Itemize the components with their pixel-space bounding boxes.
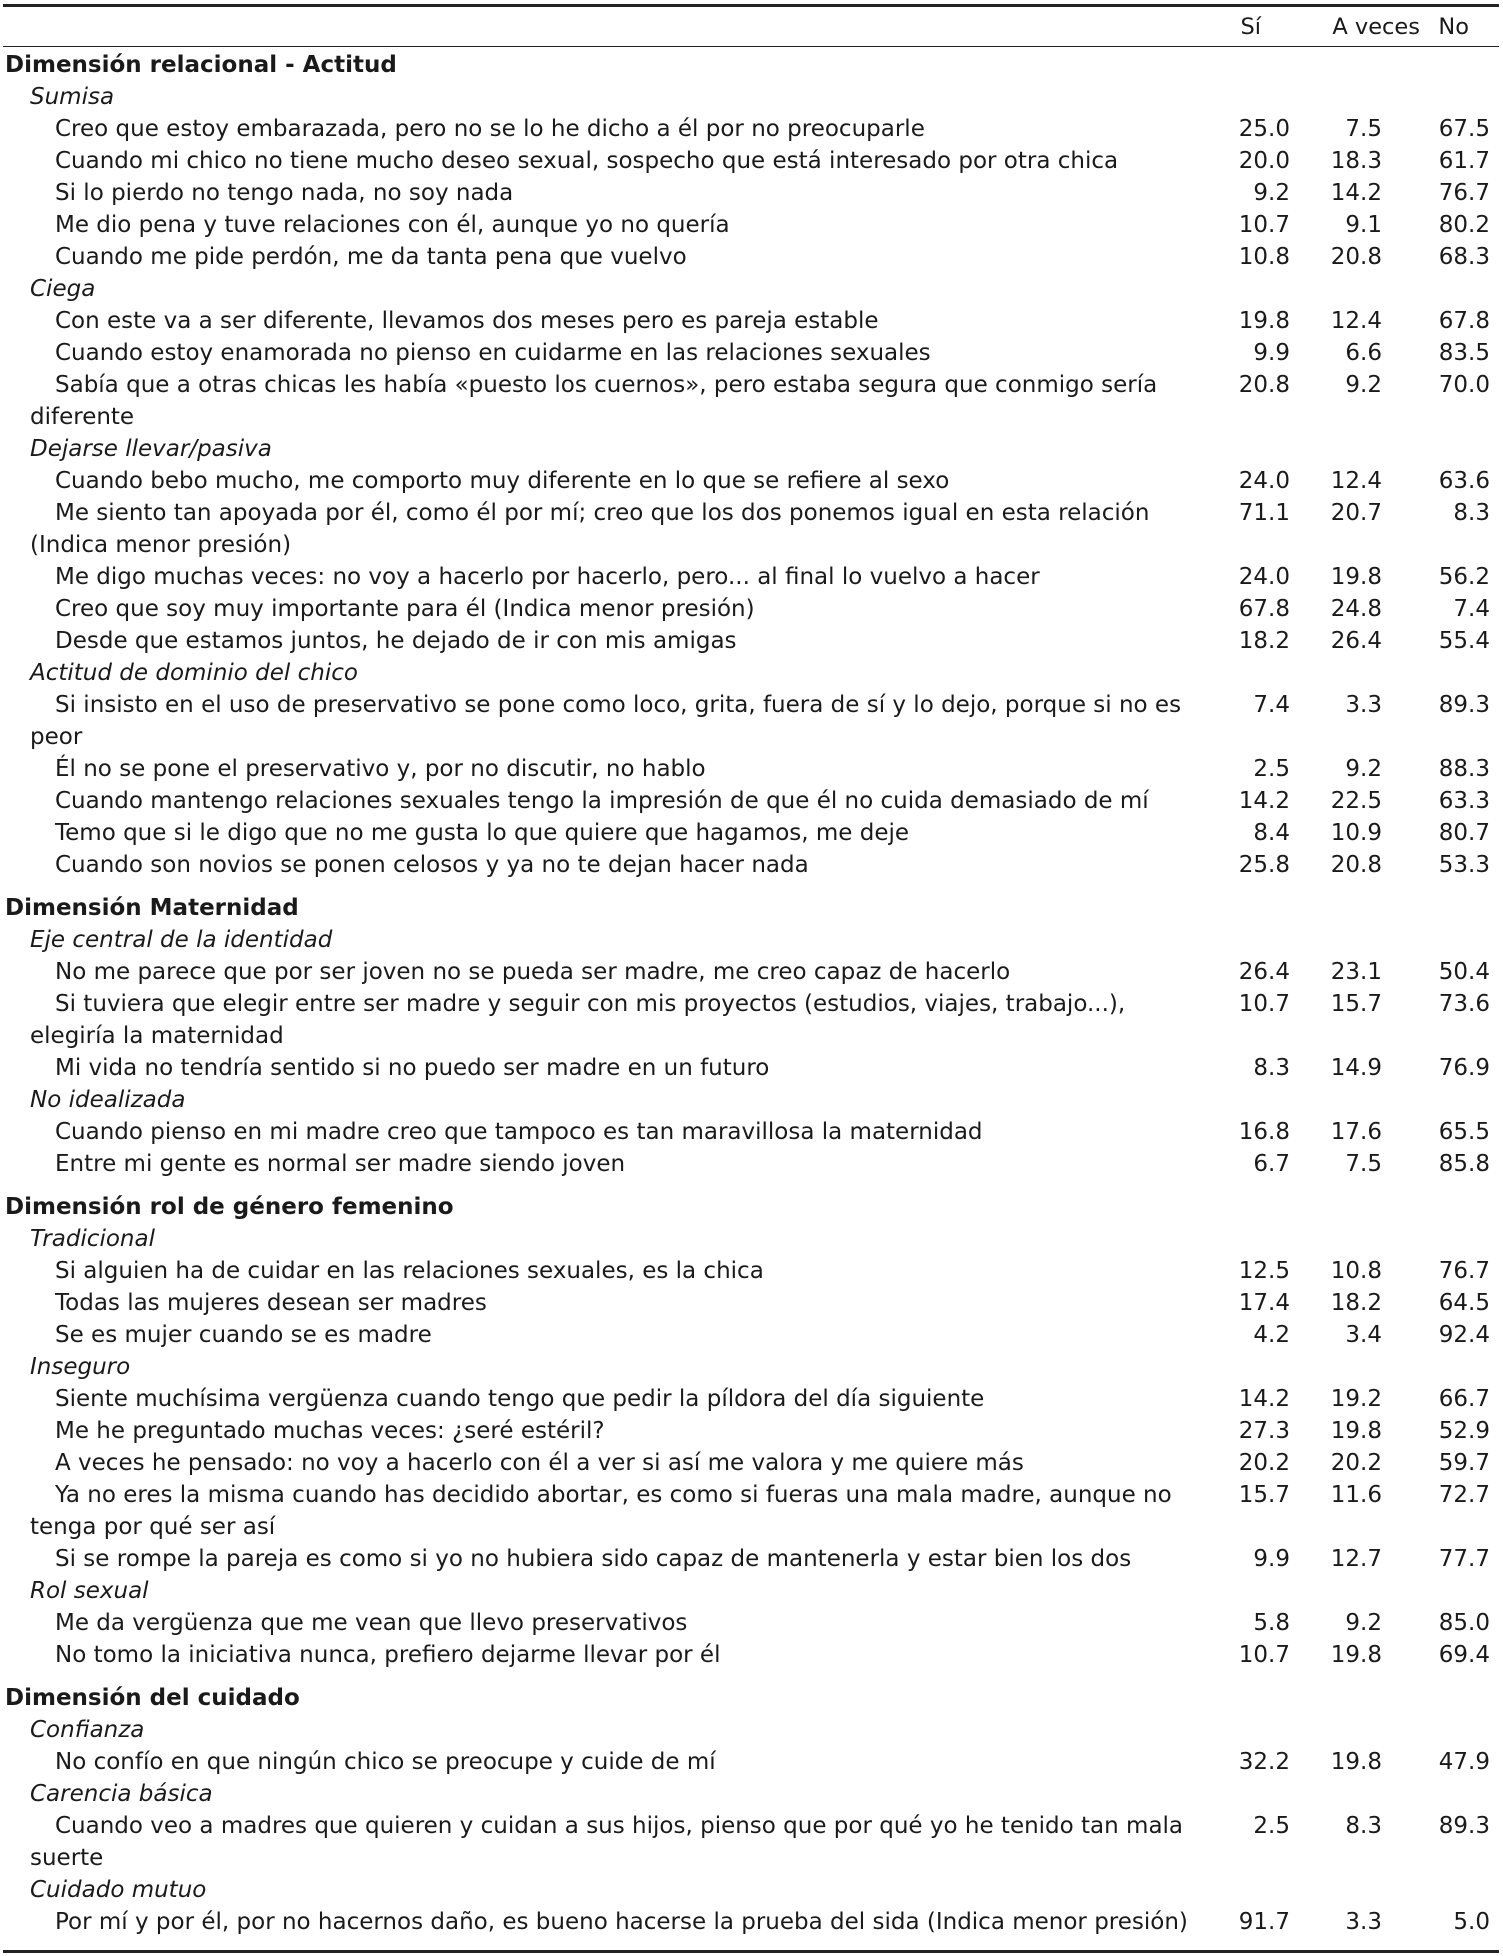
value-si: 2.5 (1253, 756, 1290, 782)
table-row (0, 988, 1503, 1052)
value-a-veces: 20.7 (1330, 500, 1382, 526)
value-si: 20.8 (1238, 372, 1290, 398)
value-no: 65.5 (1438, 1119, 1490, 1145)
value-si: 24.0 (1238, 564, 1290, 590)
item-text: Mi vida no tendría sentido si no puedo ser madre en un futuro (55, 1055, 770, 1081)
value-no: 73.6 (1438, 991, 1490, 1017)
value-si: 15.7 (1238, 1482, 1290, 1508)
table-row (0, 1255, 1503, 1287)
column-header-si: Sí (1240, 14, 1261, 40)
value-a-veces: 14.9 (1330, 1055, 1382, 1081)
value-a-veces: 19.2 (1330, 1386, 1382, 1412)
value-si: 25.8 (1238, 852, 1290, 878)
subsection-heading: Sumisa (30, 84, 115, 110)
item-text: Todas las mujeres desean ser madres (55, 1290, 487, 1316)
item-text: Entre mi gente es normal ser madre siendo joven (55, 1151, 626, 1177)
value-no: 83.5 (1438, 340, 1490, 366)
table-row (0, 689, 1503, 753)
value-no: 50.4 (1438, 959, 1490, 985)
value-si: 32.2 (1238, 1749, 1290, 1775)
value-si: 27.3 (1238, 1418, 1290, 1444)
item-text: Si lo pierdo no tengo nada, no soy nada (55, 180, 514, 206)
value-si: 67.8 (1238, 596, 1290, 622)
item-text: Si se rompe la pareja es como si yo no hubiera sido capaz de mantenerla y estar bien los dos (55, 1546, 1132, 1572)
subsection-heading: Carencia básica (30, 1781, 213, 1807)
table-row (0, 561, 1503, 593)
value-a-veces: 18.2 (1330, 1290, 1382, 1316)
value-a-veces: 10.8 (1330, 1258, 1382, 1284)
value-no: 53.3 (1438, 852, 1490, 878)
table-row (0, 593, 1503, 625)
value-a-veces: 11.6 (1330, 1482, 1382, 1508)
value-no: 77.7 (1438, 1546, 1490, 1572)
table-row (0, 625, 1503, 657)
table-top-rule (3, 4, 1499, 7)
value-si: 5.8 (1253, 1610, 1290, 1636)
subsection-heading: Confianza (30, 1717, 145, 1743)
value-a-veces: 15.7 (1330, 991, 1382, 1017)
table-row (0, 1415, 1503, 1447)
value-no: 89.3 (1438, 1813, 1490, 1839)
value-si: 26.4 (1238, 959, 1290, 985)
item-text: Cuando veo a madres que quieren y cuidan a sus hijos, pienso que por qué yo he tenido tan mala suerte (30, 1813, 1184, 1871)
item-text: Desde que estamos juntos, he dejado de ir con mis amigas (55, 628, 737, 654)
item-text: Cuando mantengo relaciones sexuales tengo la impresión de que él no cuida demasiado de mí (55, 788, 1149, 814)
value-a-veces: 3.3 (1345, 1909, 1382, 1935)
subsection-heading: Tradicional (30, 1226, 155, 1252)
subsection-heading: Rol sexual (30, 1578, 149, 1604)
table-row (0, 1148, 1503, 1180)
value-a-veces: 20.8 (1330, 852, 1382, 878)
table-row (0, 305, 1503, 337)
table-row (0, 1746, 1503, 1778)
value-si: 20.0 (1238, 148, 1290, 174)
value-si: 19.8 (1238, 308, 1290, 334)
value-si: 16.8 (1238, 1119, 1290, 1145)
item-text: Sabía que a otras chicas les había «puesto los cuernos», pero estaba segura que conmigo sería diferente (30, 372, 1158, 430)
table-row (0, 1116, 1503, 1148)
value-a-veces: 19.8 (1330, 1418, 1382, 1444)
section-heading: Dimensión del cuidado (5, 1685, 300, 1711)
value-no: 5.0 (1453, 1909, 1490, 1935)
value-no: 67.5 (1438, 116, 1490, 142)
value-no: 8.3 (1453, 500, 1490, 526)
value-a-veces: 6.6 (1345, 340, 1382, 366)
table-row (0, 1447, 1503, 1479)
value-no: 63.3 (1438, 788, 1490, 814)
value-no: 56.2 (1438, 564, 1490, 590)
item-text: No tomo la iniciativa nunca, prefiero dejarme llevar por él (55, 1642, 721, 1668)
value-si: 18.2 (1238, 628, 1290, 654)
table-row (0, 177, 1503, 209)
item-text: Se es mujer cuando se es madre (55, 1322, 432, 1348)
value-si: 25.0 (1238, 116, 1290, 142)
value-si: 10.8 (1238, 244, 1290, 270)
table-row (0, 465, 1503, 497)
value-no: 64.5 (1438, 1290, 1490, 1316)
subsection-heading: Actitud de dominio del chico (30, 660, 358, 686)
subsection-heading: No idealizada (30, 1087, 186, 1113)
value-no: 76.9 (1438, 1055, 1490, 1081)
item-text: No confío en que ningún chico se preocupe y cuide de mí (55, 1749, 716, 1775)
value-si: 17.4 (1238, 1290, 1290, 1316)
value-si: 4.2 (1253, 1322, 1290, 1348)
table-row (0, 785, 1503, 817)
table-row (0, 1287, 1503, 1319)
item-text: Si insisto en el uso de preservativo se pone como loco, grita, fuera de sí y lo dejo, porque si no es peor (30, 692, 1182, 750)
item-text: Me he preguntado muchas veces: ¿seré estéril? (55, 1418, 605, 1444)
item-text: Me digo muchas veces: no voy a hacerlo por hacerlo, pero... al final lo vuelvo a hacer (55, 564, 1040, 590)
value-no: 72.7 (1438, 1482, 1490, 1508)
value-si: 20.2 (1238, 1450, 1290, 1476)
table-row (0, 369, 1503, 433)
value-a-veces: 12.4 (1330, 308, 1382, 334)
table-bottom-rule (3, 1950, 1499, 1953)
value-a-veces: 20.8 (1330, 244, 1382, 270)
value-no: 59.7 (1438, 1450, 1490, 1476)
item-text: Creo que estoy embarazada, pero no se lo he dicho a él por no preocuparle (55, 116, 925, 142)
value-no: 68.3 (1438, 244, 1490, 270)
subsection-heading: Ciega (30, 276, 96, 302)
table-row (0, 145, 1503, 177)
value-a-veces: 3.4 (1345, 1322, 1382, 1348)
table-row (0, 1319, 1503, 1351)
value-no: 92.4 (1438, 1322, 1490, 1348)
value-a-veces: 8.3 (1345, 1813, 1382, 1839)
item-text: Cuando estoy enamorada no pienso en cuidarme en las relaciones sexuales (55, 340, 931, 366)
value-si: 8.3 (1253, 1055, 1290, 1081)
value-si: 6.7 (1253, 1151, 1290, 1177)
item-text: Si tuviera que elegir entre ser madre y seguir con mis proyectos (estudios, viajes, trabajo...), elegiría la maternidad (30, 991, 1126, 1049)
table-row (0, 753, 1503, 785)
item-text: Creo que soy muy importante para él (Indica menor presión) (55, 596, 755, 622)
value-a-veces: 10.9 (1330, 820, 1382, 846)
item-text: No me parece que por ser joven no se pueda ser madre, me creo capaz de hacerlo (55, 959, 1011, 985)
table-row (0, 849, 1503, 881)
subsection-heading: Dejarse llevar/pasiva (30, 436, 272, 462)
value-no: 80.2 (1438, 212, 1490, 238)
value-no: 80.7 (1438, 820, 1490, 846)
value-a-veces: 9.2 (1345, 756, 1382, 782)
value-no: 88.3 (1438, 756, 1490, 782)
item-text: Por mí y por él, por no hacernos daño, es bueno hacerse la prueba del sida (Indica menor presión) (55, 1909, 1188, 1935)
value-no: 7.4 (1453, 596, 1490, 622)
value-no: 89.3 (1438, 692, 1490, 718)
column-header-no: No (1438, 14, 1469, 40)
table-row (0, 1383, 1503, 1415)
value-a-veces: 22.5 (1330, 788, 1382, 814)
item-text: Temo que si le digo que no me gusta lo que quiere que hagamos, me deje (55, 820, 910, 846)
value-si: 14.2 (1238, 788, 1290, 814)
value-a-veces: 12.7 (1330, 1546, 1382, 1572)
value-si: 14.2 (1238, 1386, 1290, 1412)
table-body (0, 50, 1503, 1938)
value-si: 71.1 (1238, 500, 1290, 526)
value-si: 9.2 (1253, 180, 1290, 206)
table-row (0, 497, 1503, 561)
table-row (0, 1810, 1503, 1874)
value-a-veces: 9.1 (1345, 212, 1382, 238)
value-a-veces: 18.3 (1330, 148, 1382, 174)
value-si: 9.9 (1253, 1546, 1290, 1572)
column-header-a-veces: A veces (1332, 14, 1420, 40)
value-no: 52.9 (1438, 1418, 1490, 1444)
value-a-veces: 12.4 (1330, 468, 1382, 494)
value-no: 61.7 (1438, 148, 1490, 174)
value-si: 9.9 (1253, 340, 1290, 366)
value-no: 76.7 (1438, 180, 1490, 206)
table-row (0, 241, 1503, 273)
value-a-veces: 19.8 (1330, 564, 1382, 590)
section-heading: Dimensión relacional - Actitud (5, 52, 397, 78)
value-a-veces: 7.5 (1345, 1151, 1382, 1177)
value-a-veces: 24.8 (1330, 596, 1382, 622)
value-si: 10.7 (1238, 1642, 1290, 1668)
subsection-heading: Eje central de la identidad (30, 927, 333, 953)
item-text: Me siento tan apoyada por él, como él por mí; creo que los dos ponemos igual en esta relación (Indica menor presión) (30, 500, 1150, 558)
subsection-heading: Cuidado mutuo (30, 1877, 207, 1903)
value-si: 91.7 (1238, 1909, 1290, 1935)
table-row (0, 1479, 1503, 1543)
item-text: Si alguien ha de cuidar en las relaciones sexuales, es la chica (55, 1258, 764, 1284)
value-a-veces: 19.8 (1330, 1642, 1382, 1668)
table-row (0, 337, 1503, 369)
item-text: Cuando pienso en mi madre creo que tampoco es tan maravillosa la maternidad (55, 1119, 983, 1145)
item-text: Me dio pena y tuve relaciones con él, aunque yo no quería (55, 212, 730, 238)
value-a-veces: 9.2 (1345, 372, 1382, 398)
item-text: Cuando son novios se ponen celosos y ya no te dejan hacer nada (55, 852, 809, 878)
value-a-veces: 20.2 (1330, 1450, 1382, 1476)
value-no: 67.8 (1438, 308, 1490, 334)
item-text: Cuando mi chico no tiene mucho deseo sexual, sospecho que está interesado por otra chica (55, 148, 1119, 174)
value-a-veces: 7.5 (1345, 116, 1382, 142)
item-text: Siente muchísima vergüenza cuando tengo que pedir la píldora del día siguiente (55, 1386, 985, 1412)
item-text: Ya no eres la misma cuando has decidido abortar, es como si fueras una mala madre, aunque no tenga por qué ser así (30, 1482, 1172, 1540)
item-text: Con este va a ser diferente, llevamos dos meses pero es pareja estable (55, 308, 879, 334)
value-a-veces: 19.8 (1330, 1749, 1382, 1775)
table-row (0, 1543, 1503, 1575)
value-no: 70.0 (1438, 372, 1490, 398)
item-text: A veces he pensado: no voy a hacerlo con él a ver si así me valora y me quiere más (55, 1450, 1024, 1476)
value-no: 63.6 (1438, 468, 1490, 494)
value-a-veces: 3.3 (1345, 692, 1382, 718)
value-si: 12.5 (1238, 1258, 1290, 1284)
table-row (0, 1906, 1503, 1938)
header-rule (3, 46, 1499, 47)
table-row (0, 209, 1503, 241)
value-no: 66.7 (1438, 1386, 1490, 1412)
value-a-veces: 14.2 (1330, 180, 1382, 206)
table-row (0, 1607, 1503, 1639)
table-row (0, 1052, 1503, 1084)
value-a-veces: 23.1 (1330, 959, 1382, 985)
value-si: 7.4 (1253, 692, 1290, 718)
value-no: 85.8 (1438, 1151, 1490, 1177)
value-no: 69.4 (1438, 1642, 1490, 1668)
table-row (0, 1639, 1503, 1671)
value-no: 76.7 (1438, 1258, 1490, 1284)
value-no: 85.0 (1438, 1610, 1490, 1636)
value-si: 2.5 (1253, 1813, 1290, 1839)
table-row (0, 817, 1503, 849)
item-text: Cuando me pide perdón, me da tanta pena que vuelvo (55, 244, 687, 270)
item-text: Cuando bebo mucho, me comporto muy diferente en lo que se refiere al sexo (55, 468, 950, 494)
value-si: 24.0 (1238, 468, 1290, 494)
value-a-veces: 17.6 (1330, 1119, 1382, 1145)
value-si: 10.7 (1238, 991, 1290, 1017)
value-no: 47.9 (1438, 1749, 1490, 1775)
value-a-veces: 26.4 (1330, 628, 1382, 654)
value-a-veces: 9.2 (1345, 1610, 1382, 1636)
subsection-heading: Inseguro (30, 1354, 131, 1380)
section-heading: Dimensión rol de género femenino (5, 1194, 454, 1220)
value-no: 55.4 (1438, 628, 1490, 654)
item-text: Me da vergüenza que me vean que llevo preservativos (55, 1610, 688, 1636)
table-row (0, 956, 1503, 988)
value-si: 10.7 (1238, 212, 1290, 238)
value-si: 8.4 (1253, 820, 1290, 846)
item-text: Él no se pone el preservativo y, por no discutir, no hablo (55, 756, 706, 782)
section-heading: Dimensión Maternidad (5, 895, 299, 921)
table-row (0, 113, 1503, 145)
